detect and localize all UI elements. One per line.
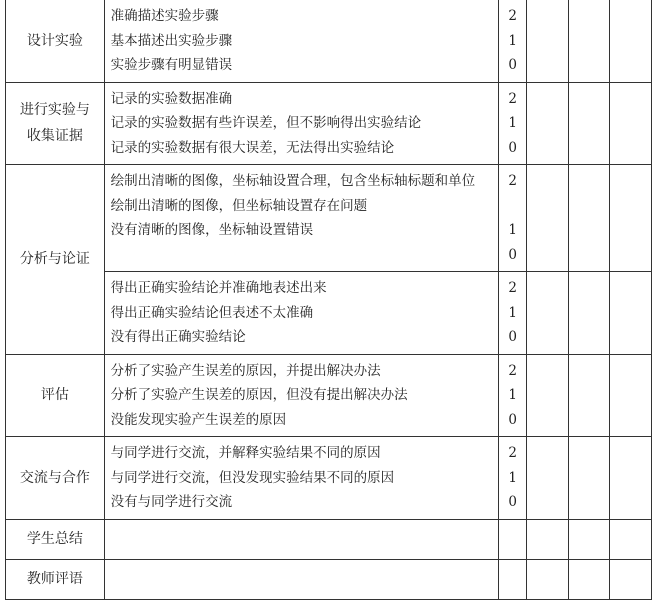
blank-cell — [610, 82, 652, 165]
blank-cell — [527, 354, 569, 437]
criterion-text: 实验步骤有明显错误 — [110, 57, 233, 73]
score-value: 2 — [508, 173, 518, 189]
criterion-text: 记录的实验数据有些许误差，但不影响得出实验结论 — [110, 115, 422, 131]
criterion-text: 基本描述出实验步骤 — [110, 32, 233, 49]
criterion-text: 准确描述实验步骤 — [110, 8, 219, 24]
score-cell — [499, 0, 527, 82]
criterion-text: 没能发现实验产生误差的原因 — [110, 411, 287, 428]
teacher-comment-label: 教师评语 — [6, 559, 105, 599]
criterion-text: 得出正确实验结论并准确地表述出来 — [110, 280, 327, 296]
criterion-text: 没有清晰的图像，坐标轴设置错误 — [110, 222, 314, 238]
blank-cell — [527, 82, 569, 165]
criteria-cell — [104, 165, 498, 272]
score-value: 2 — [508, 90, 518, 107]
score-value: 0 — [508, 411, 518, 428]
criterion-text: 得出正确实验结论但表述不太准确 — [110, 304, 314, 321]
criteria-cell — [104, 272, 498, 355]
category-line: 收集证据 — [26, 128, 83, 145]
criterion-text: 与同学进行交流，但没发现实验结果不同的原因 — [110, 469, 395, 486]
criterion-text: 没有与同学进行交流 — [110, 494, 233, 510]
criterion-text: 与同学进行交流，并解释实验结果不同的原因 — [110, 445, 381, 461]
blank-cell — [527, 165, 569, 272]
category-cell: 分析与论证 — [6, 165, 105, 355]
score-value: 0 — [508, 57, 518, 73]
table-row — [6, 165, 652, 272]
table-row — [6, 519, 652, 559]
blank-cell — [610, 165, 652, 272]
blank-cell — [610, 437, 652, 520]
score-value: 2 — [508, 362, 518, 379]
score-cell — [499, 272, 527, 355]
category-cell: 评估 — [6, 354, 105, 437]
score-value: 1 — [508, 222, 518, 238]
criteria-cell — [104, 437, 498, 520]
blank-cell — [568, 519, 610, 559]
score-value: 1 — [508, 304, 518, 321]
blank-cell — [527, 437, 569, 520]
blank-cell — [610, 0, 652, 82]
table-row — [6, 437, 652, 520]
blank-cell — [568, 559, 610, 599]
criterion-text: 分析了实验产生误差的原因，并提出解决办法 — [110, 362, 381, 379]
student-summary-label: 学生总结 — [6, 519, 105, 559]
category-cell — [6, 82, 105, 165]
blank-cell — [499, 519, 527, 559]
criteria-cell — [104, 82, 498, 165]
blank-cell — [527, 0, 569, 82]
criterion-text: 绘制出清晰的图像，但坐标轴设置存在问题 — [110, 197, 368, 214]
score-value: 0 — [508, 494, 518, 510]
criterion-text: 绘制出清晰的图像，坐标轴设置合理，包含坐标轴标题和单位 — [110, 173, 476, 189]
blank-cell — [527, 519, 569, 559]
table-row — [6, 354, 652, 437]
score-value: 1 — [508, 115, 518, 131]
blank-cell — [568, 0, 610, 82]
table-row — [6, 0, 652, 82]
blank-cell — [527, 559, 569, 599]
score-cell — [499, 354, 527, 437]
category-cell: 交流与合作 — [6, 437, 105, 520]
criteria-cell — [104, 0, 498, 82]
blank-cell — [568, 437, 610, 520]
table-row — [6, 82, 652, 165]
score-value: 2 — [508, 8, 518, 24]
criterion-text: 记录的实验数据有很大误差，无法得出实验结论 — [110, 139, 395, 156]
blank-cell — [568, 354, 610, 437]
blank-cell — [568, 82, 610, 165]
criterion-text: 分析了实验产生误差的原因，但没有提出解决办法 — [110, 387, 408, 403]
blank-cell — [568, 165, 610, 272]
criterion-text: 没有得出正确实验结论 — [110, 329, 246, 345]
score-cell — [499, 437, 527, 520]
score-value: 0 — [508, 246, 518, 263]
blank-cell — [527, 272, 569, 355]
evaluation-table — [5, 0, 652, 600]
blank-cell — [610, 559, 652, 599]
score-cell — [499, 165, 527, 272]
blank-cell — [499, 559, 527, 599]
blank-cell — [610, 354, 652, 437]
criterion-text: 记录的实验数据准确 — [110, 90, 233, 107]
score-value: 1 — [508, 387, 518, 403]
score-value: 2 — [508, 445, 518, 461]
category-line: 进行实验与 — [19, 102, 90, 119]
blank-cell — [610, 519, 652, 559]
score-value: 1 — [508, 469, 518, 486]
student-summary-field[interactable] — [104, 519, 498, 559]
blank-cell — [610, 272, 652, 355]
blank-cell — [568, 272, 610, 355]
score-cell — [499, 82, 527, 165]
score-value: 2 — [508, 280, 518, 296]
criteria-cell — [104, 354, 498, 437]
category-cell: 设计实验 — [6, 0, 105, 82]
table-row — [6, 559, 652, 599]
score-value: 0 — [508, 329, 518, 345]
score-value: 0 — [508, 139, 518, 156]
score-value: 1 — [508, 32, 518, 49]
teacher-comment-field[interactable] — [104, 559, 498, 599]
